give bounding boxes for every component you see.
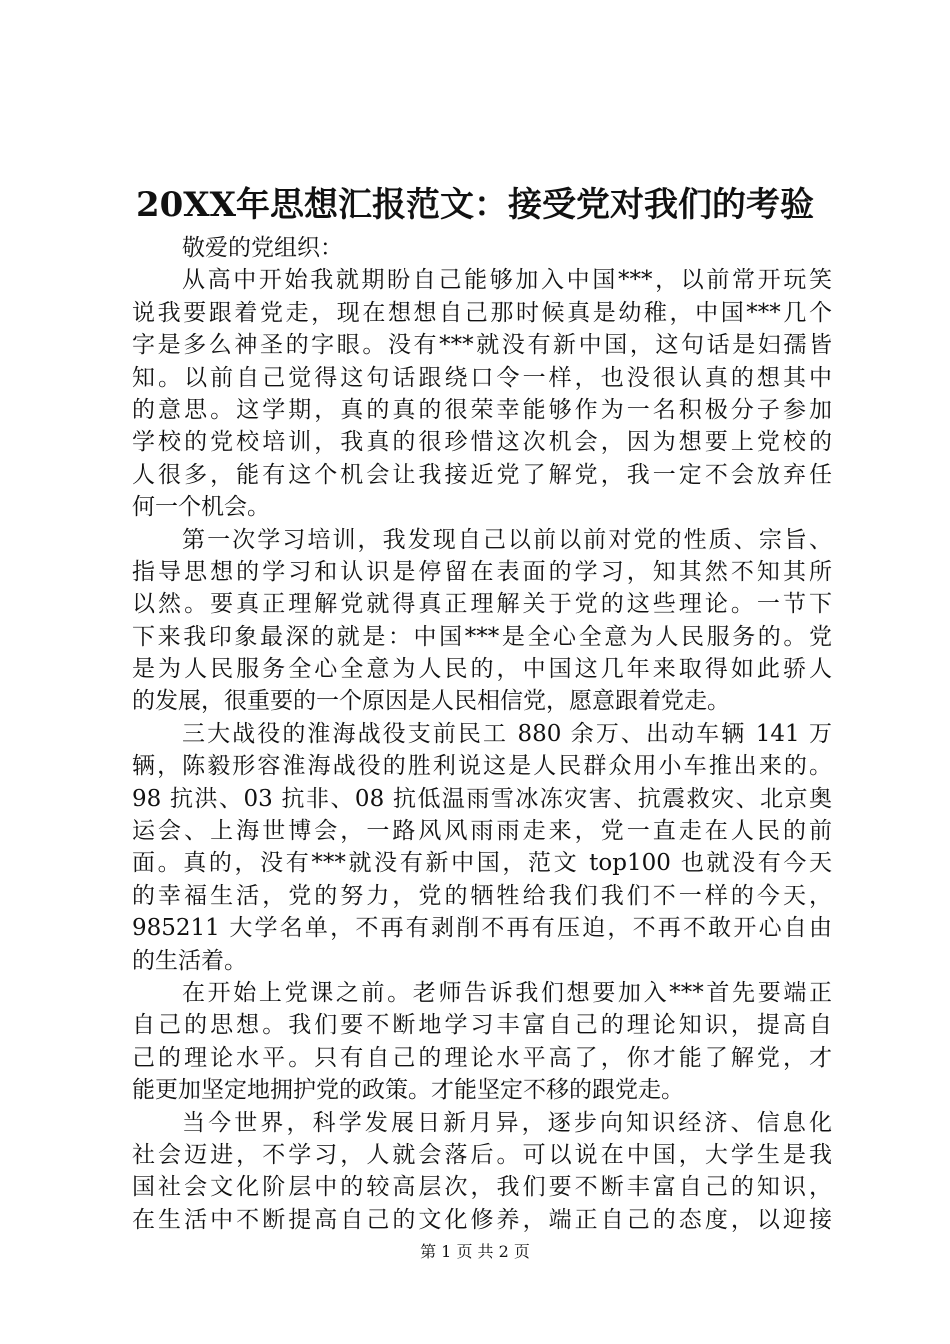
text-line: 985211 大学名单，不再有剥削不再有压迫，不再不敢开心自由 [132,915,832,942]
text-line: 何一个机会。 [132,494,270,521]
text-line: 下来我印象最深的就是：中国***是全心全意为人民服务的。党 [132,623,832,650]
text-line: 从高中开始我就期盼自己能够加入中国***，以前常开玩笑 [182,267,832,294]
text-line: 社会迈进，不学习，人就会落后。可以说在中国，大学生是我 [132,1141,832,1168]
text-line: 当今世界，科学发展日新月异，逐步向知识经济、信息化 [182,1109,832,1136]
text-line: 三大战役的淮海战役支前民工 880 余万、出动车辆 141 万 [182,720,832,747]
text-line: 能更加坚定地拥护党的政策。才能坚定不移的跟党走。 [132,1077,684,1104]
text-line: 字是多么神圣的字眼。没有***就没有新中国，这句话是妇孺皆 [132,332,832,359]
text-line: 是为人民服务全心全意为人民的，中国这几年来取得如此骄人 [132,656,832,683]
text-line: 在生活中不断提高自己的文化修养，端正自己的态度，以迎接 [132,1206,832,1233]
text-line: 学校的党校培训，我真的很珍惜这次机会，因为想要上党校的 [132,429,832,456]
text-line: 辆，陈毅形容淮海战役的胜利说这是人民群众用小车推出来的。 [132,753,832,780]
text-line: 以然。要真正理解党就得真正理解关于党的这些理论。一节下 [132,591,832,618]
text-line: 的幸福生活，党的努力，党的牺牲给我们我们不一样的今天， [132,882,832,909]
text-line: 敬爱的党组织： [182,235,343,261]
text-line: 的意思。这学期，真的真的很荣幸能够作为一名积极分子参加 [132,396,832,423]
document-title: 20XX年思想汇报范文：接受党对我们的考验 [135,185,815,225]
text-line: 国社会文化阶层中的较高层次，我们要不断丰富自己的知识， [132,1174,832,1201]
text-line: 己的理论水平。只有自己的理论水平高了，你才能了解党，才 [132,1044,832,1071]
text-line: 98 抗洪、03 抗非、08 抗低温雨雪冰冻灾害、抗震救灾、北京奥 [132,785,832,812]
text-line: 运会、上海世博会，一路风风雨雨走来，党一直走在人民的前 [132,818,832,845]
text-line: 在开始上党课之前。老师告诉我们想要加入***首先要端正 [182,979,832,1006]
text-line: 第一次学习培训，我发现自己以前以前对党的性质、宗旨、 [182,526,832,553]
text-line: 的生活着。 [132,947,247,974]
text-line: 人很多，能有这个机会让我接近党了解党，我一定不会放弃任 [132,461,832,488]
text-line: 自己的思想。我们要不断地学习丰富自己的理论知识，提高自 [132,1012,832,1039]
text-line: 指导思想的学习和认识是停留在表面的学习，知其然不知其所 [132,558,832,585]
page-footer: 第 1 页 共 2 页 [420,1242,530,1261]
text-line: 的发展，很重要的一个原因是人民相信党，愿意跟着党走。 [132,688,730,715]
text-line: 面。真的，没有***就没有新中国，范文 top100 也就没有今天 [132,850,832,877]
text-line: 说我要跟着党走，现在想想自己那时候真是幼稚，中国***几个 [132,299,832,326]
document-body [132,232,832,1236]
text-line: 知。以前自己觉得这句话跟绕口令一样，也没很认真的想其中 [132,364,832,391]
